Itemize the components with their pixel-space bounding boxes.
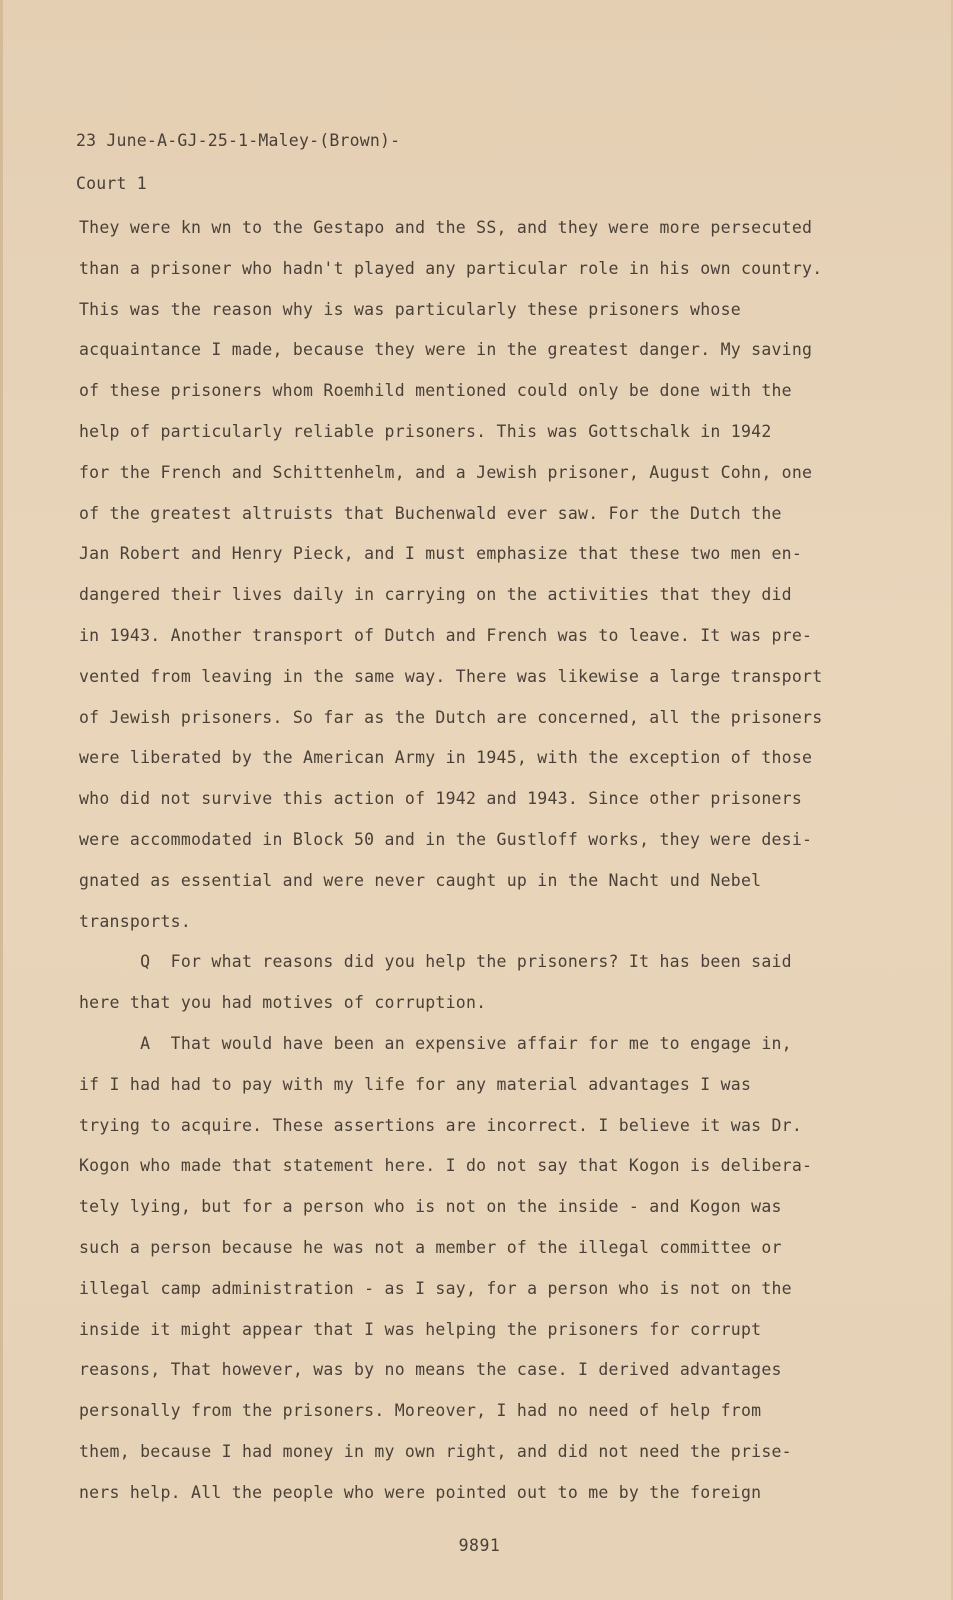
transcript-line: were liberated by the American Army in 1945, with the exception of those	[79, 748, 813, 768]
transcript-line: reasons, That however, was by no means the case. I derived advantages	[79, 1360, 782, 1380]
transcript-line: inside it might appear that I was helping the prisoners for corrupt	[79, 1319, 762, 1339]
transcript-line: in 1943. Another transport of Dutch and French was to leave. It was pre-	[79, 625, 813, 645]
transcript-line: transports.	[79, 911, 192, 931]
transcript-line: gnated as essential and were never caught up in the Nacht und Nebel	[79, 870, 762, 890]
transcript-line: ners help. All the people who were pointed out to me by the foreign	[79, 1482, 762, 1502]
transcript-line: them, because I had money in my own right, and did not need the prise-	[79, 1441, 792, 1461]
transcript-line: dangered their lives daily in carrying on the activities that they did	[79, 585, 792, 605]
transcript-line: trying to acquire. These assertions are incorrect. I believe it was Dr.	[79, 1115, 803, 1135]
transcript-line: were accommodated in Block 50 and in the Gustloff works, they were desi-	[79, 829, 813, 849]
transcript-line: of these prisoners whom Roemhild mentioned could only be done with the	[79, 381, 792, 401]
transcript-line: personally from the prisoners. Moreover, I had no need of help from	[79, 1401, 762, 1421]
transcript-line: who did not survive this action of 1942 and 1943. Since other prisoners	[79, 789, 803, 809]
court-label: Court 1	[76, 174, 147, 193]
transcript-line: here that you had motives of corruption.	[79, 993, 487, 1013]
transcript-line: if I had had to pay with my life for any material advantages I was	[79, 1074, 752, 1094]
transcript-line: This was the reason why is was particularly these prisoners whose	[79, 299, 741, 319]
document-header-reference: 23 June-A-GJ-25-1-Maley-(Brown)-	[76, 131, 401, 150]
transcript-line: They were kn wn to the Gestapo and the SS, and they were more persecuted	[79, 218, 813, 237]
page-number: 9891	[458, 1536, 501, 1555]
transcript-line: Jan Robert and Henry Pieck, and I must emphasize that these two men en-	[79, 544, 803, 564]
transcript-line: Kogon who made that statement here. I do not say that Kogon is delibera-	[79, 1156, 813, 1176]
transcript-line: for the French and Schittenhelm, and a Jewish prisoner, August Cohn, one	[79, 462, 813, 482]
transcript-body	[79, 208, 829, 1514]
transcript-line: tely lying, but for a person who is not on the inside - and Kogon was	[79, 1197, 782, 1217]
transcript-line: help of particularly reliable prisoners. This was Gottschalk in 1942	[79, 421, 772, 441]
transcript-line: than a prisoner who hadn't played any particular role in his own country.	[79, 258, 823, 278]
transcript-line: acquaintance I made, because they were in the greatest danger. My saving	[79, 340, 813, 360]
transcript-line: such a person because he was not a member of the illegal committee or	[79, 1237, 782, 1257]
transcript-line: of Jewish prisoners. So far as the Dutch are concerned, all the prisoners	[79, 707, 823, 727]
answer-line: A That would have been an expensive affair for me to engage in,	[79, 1033, 792, 1053]
question-line: Q For what reasons did you help the prisoners? It has been said	[79, 952, 792, 972]
transcript-line: vented from leaving in the same way. There was likewise a large transport	[79, 666, 823, 686]
transcript-line: of the greatest altruists that Buchenwald ever saw. For the Dutch the	[79, 503, 782, 523]
transcript-line: illegal camp administration - as I say, for a person who is not on the	[79, 1278, 792, 1298]
